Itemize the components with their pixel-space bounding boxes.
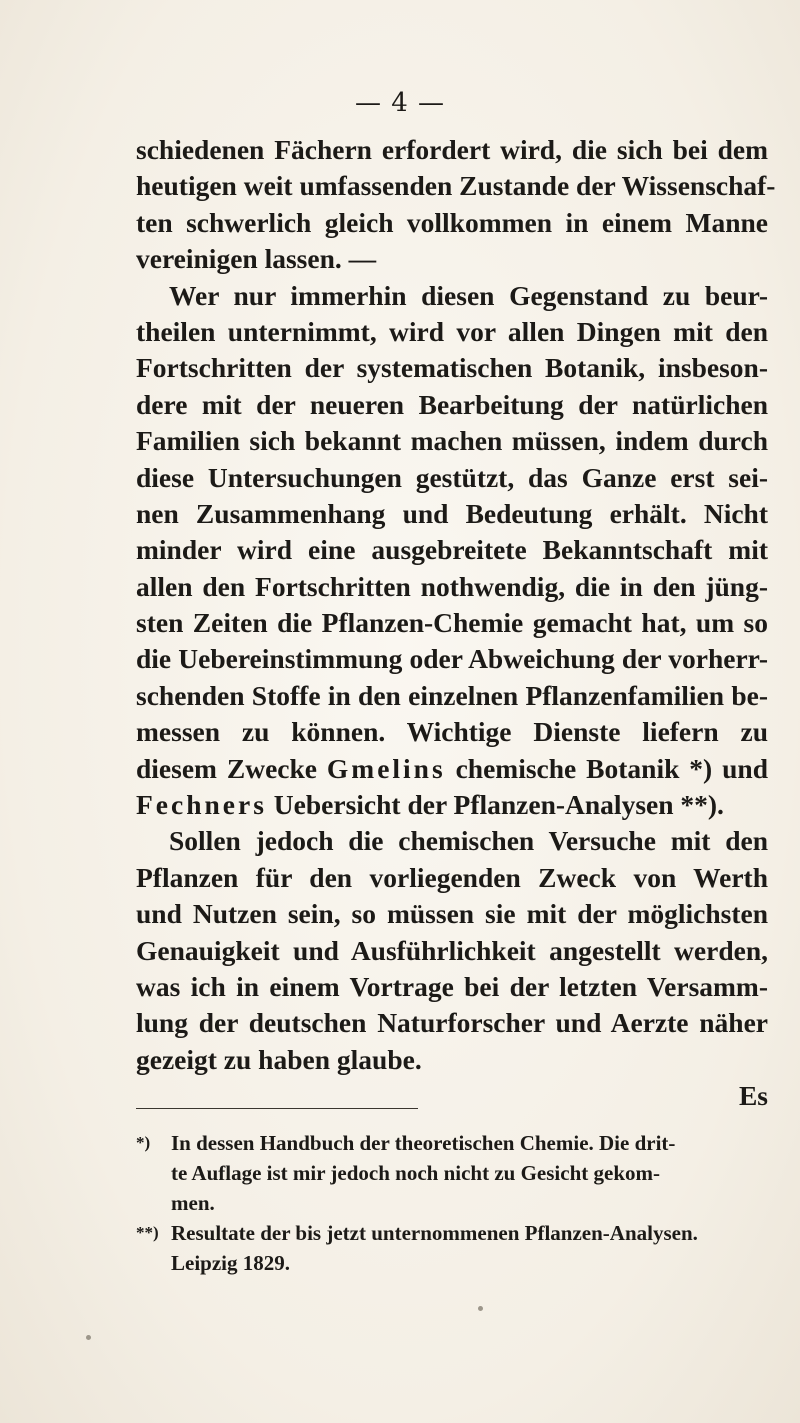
footnote-line: men. bbox=[171, 1191, 215, 1215]
text-line: Wer nur immerhin diesen Gegenstand zu beur- bbox=[169, 279, 768, 311]
footnote-separator-rule bbox=[136, 1108, 418, 1109]
text-line: nen Zusammenhang und Bedeutung erhält. Nicht bbox=[136, 497, 768, 529]
footnote-mark: **) bbox=[136, 1223, 159, 1242]
text-line: diese Untersuchungen gestützt, das Ganze erst sei- bbox=[136, 461, 768, 493]
text-line: gezeigt zu haben glaube. bbox=[136, 1043, 422, 1075]
main-text bbox=[136, 132, 776, 1115]
text-line: und Nutzen sein, so müssen sie mit der möglichsten bbox=[136, 898, 768, 930]
text-line: Sollen jedoch die chemischen Versuche mit den bbox=[169, 825, 768, 857]
paper-speck bbox=[478, 1306, 483, 1311]
author-name-gmelin: Gmelins bbox=[326, 752, 446, 784]
text-line: minder wird eine ausgebreitete Bekanntschaft mit bbox=[136, 534, 768, 566]
text-fragment: diesem Zwecke bbox=[136, 752, 327, 784]
author-name-fechner: Fechners bbox=[136, 789, 267, 821]
text-line: Familien sich bekannt machen müssen, indem durch bbox=[136, 425, 768, 457]
text-line: dere mit der neueren Bearbeitung der natürlichen bbox=[136, 388, 768, 420]
text-line: messen zu können. Wichtige Dienste liefern zu bbox=[136, 716, 768, 748]
text-fragment: chemische Botanik *) und bbox=[445, 752, 768, 784]
text-line: vereinigen lassen. — bbox=[136, 243, 377, 275]
text-line: was ich in einem Vortrage bei der letzten Versamm- bbox=[136, 970, 768, 1002]
text-fragment: Uebersicht der Pflanzen-Analysen **). bbox=[266, 789, 724, 821]
footnote-line bbox=[136, 1218, 768, 1248]
text-line: sten Zeiten die Pflanzen-Chemie gemacht hat, um so bbox=[136, 607, 768, 639]
text-line: schiedenen Fächern erfordert wird, die sich bei dem bbox=[136, 134, 768, 165]
footnote-line: te Auflage ist mir jedoch noch nicht zu Gesicht gekom- bbox=[171, 1161, 660, 1185]
text-line: Fortschritten der systematischen Botanik, insbeson- bbox=[136, 352, 768, 384]
footnote-line bbox=[136, 1128, 768, 1158]
text-line: schenden Stoffe in den einzelnen Pflanzenfamilien be- bbox=[136, 679, 768, 711]
text-line: heutigen weit umfassenden Zustande der Wissenschaf- bbox=[136, 170, 776, 202]
text-line: allen den Fortschritten nothwendig, die in den jüng- bbox=[136, 570, 768, 602]
text-line: Pflanzen für den vorliegenden Zweck von Werth bbox=[136, 861, 768, 893]
text-line bbox=[136, 787, 768, 823]
text-line bbox=[136, 751, 768, 787]
text-line: die Uebereinstimmung oder Abweichung der vorherr- bbox=[136, 643, 768, 675]
footnote-mark: *) bbox=[136, 1133, 151, 1152]
catchword: Es bbox=[738, 1080, 768, 1112]
text-line: lung der deutschen Naturforscher und Aerzte näher bbox=[136, 1007, 768, 1039]
page-number: — 4 — bbox=[354, 88, 446, 118]
text-line: theilen unternimmt, wird vor allen Dingen mit den bbox=[136, 315, 768, 347]
text-line: Genauigkeit und Ausführlichkeit angestellt werden, bbox=[136, 934, 768, 966]
footnote-line: Leipzig 1829. bbox=[171, 1251, 290, 1275]
paper-speck bbox=[86, 1335, 91, 1340]
text-line: ten schwerlich gleich vollkommen in einem Manne bbox=[136, 206, 768, 238]
footnotes bbox=[136, 1128, 768, 1278]
footnote-text: Resultate der bis jetzt unternommenen Pflanzen-Analysen. bbox=[171, 1221, 698, 1245]
footnote-text: In dessen Handbuch der theoretischen Chemie. Die drit- bbox=[171, 1131, 676, 1155]
